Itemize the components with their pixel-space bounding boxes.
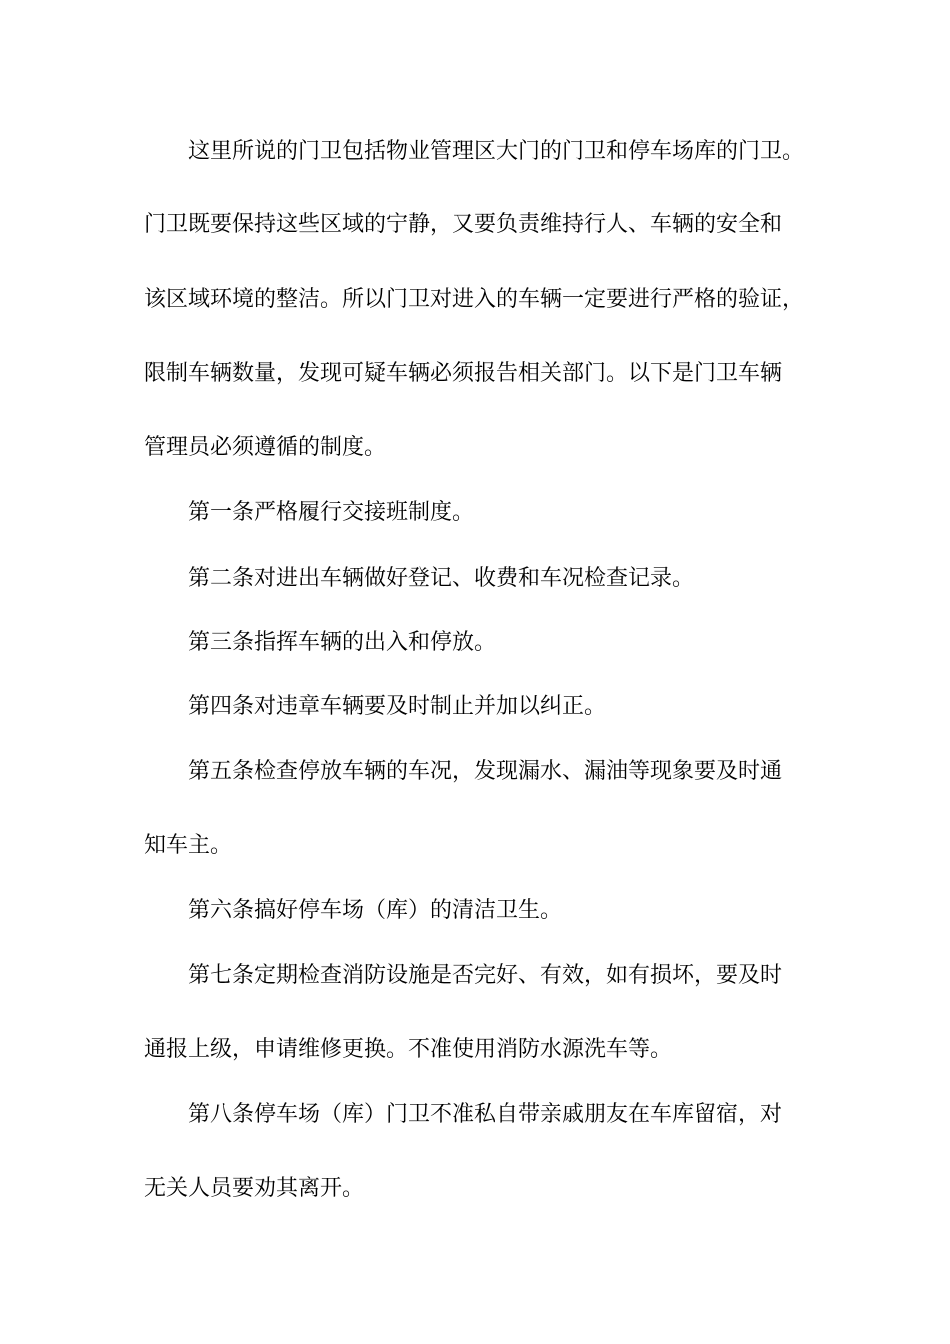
- paragraph-intro-line-5: 管理员必须遵循的制度。: [144, 435, 387, 460]
- article-4: 第四条对违章车辆要及时制止并加以纠正。: [188, 694, 607, 719]
- paragraph-intro-line-3: 该区域环境的整洁。所以门卫对进入的车辆一定要进行严格的验证，: [144, 287, 805, 312]
- paragraph-intro-line-2: 门卫既要保持这些区域的宁静，又要负责维持行人、车辆的安全和: [144, 212, 783, 237]
- article-5-line-2: 知车主。: [144, 833, 233, 858]
- article-5-line-1: 第五条检查停放车辆的车况，发现漏水、漏油等现象要及时通: [188, 759, 783, 784]
- article-2: 第二条对进出车辆做好登记、收费和车况检查记录。: [188, 566, 695, 591]
- paragraph-intro-line-1: 这里所说的门卫包括物业管理区大门的门卫和停车场库的门卫。: [188, 139, 805, 164]
- article-1: 第一条严格履行交接班制度。: [188, 500, 475, 525]
- article-7-line-1: 第七条定期检查消防设施是否完好、有效，如有损坏，要及时: [188, 963, 783, 988]
- article-3: 第三条指挥车辆的出入和停放。: [188, 630, 497, 655]
- article-7-line-2: 通报上级，申请维修更换。不准使用消防水源洗车等。: [144, 1037, 673, 1062]
- article-8-line-1: 第八条停车场（库）门卫不准私自带亲戚朋友在车库留宿，对: [188, 1102, 783, 1127]
- paragraph-intro-line-4: 限制车辆数量，发现可疑车辆必须报告相关部门。以下是门卫车辆: [144, 361, 783, 386]
- article-6: 第六条搞好停车场（库）的清洁卫生。: [188, 898, 563, 923]
- article-8-line-2: 无关人员要劝其离开。: [144, 1176, 365, 1201]
